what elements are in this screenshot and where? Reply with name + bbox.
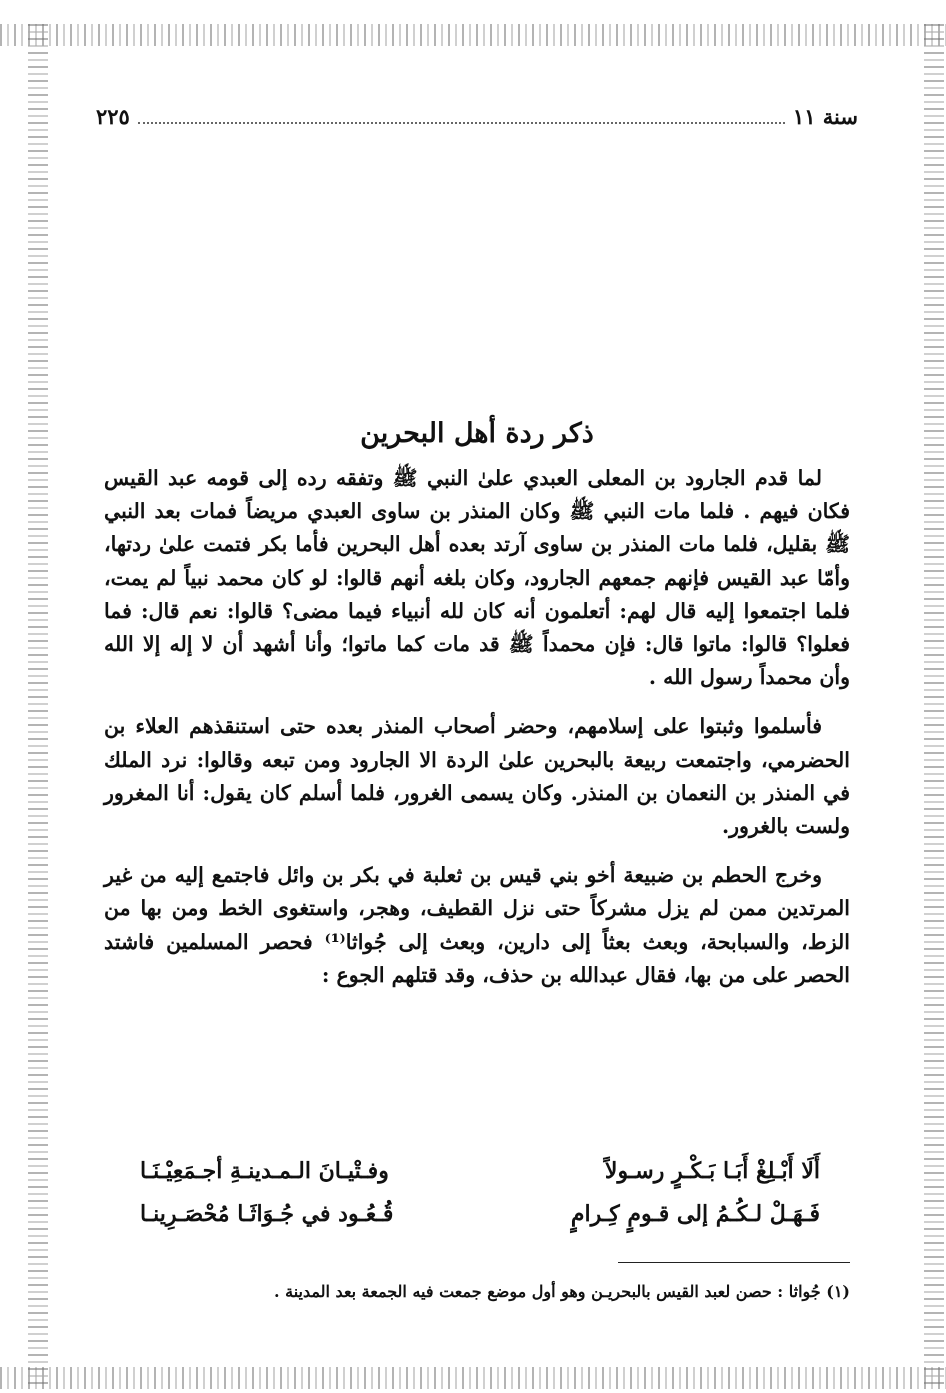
poem-verse xyxy=(140,1193,820,1236)
paragraph: لما قدم الجارود بن المعلى العبدي علىٰ النبي ﷺ وتفقه رده إلى قومه عبد القيس فكان فيهم . فلما مات النبي ﷺ وكان المنذر بن ساوى العبدي مريضاً فمات بعد النبي ﷺ بقليل، فلما مات المنذر بن ساوى آرتد بعده أهل البحرين فأما بكر فتمت علىٰ ردتها، وأمّا عبد القيس فإنهم جمعهم الجارود، وكان بلغه أنهم قالوا: لو كان محمد نبياً لم يمت، فلما اجتمعوا إليه قال لهم: أتعلمون أنه كان لله أنبياء فيما مضى؟ قالوا: نعم قال: فما فعلوا؟ قالوا: ماتوا قال: فإن محمداً ﷺ قد مات كما ماتوا؛ وأنا أشهد أن لا إله إلا الله وأن محمداً رسول الله . xyxy=(104,466,850,690)
footnote-separator xyxy=(618,1262,850,1263)
header-year: سنة ١١ xyxy=(792,104,858,129)
poem-hemistich-second: قُـعُـود في جُـوَاثَـا مُحْصَـرِينـا xyxy=(140,1201,394,1227)
page-border-bottom xyxy=(0,1367,946,1389)
paragraph: وخرج الحطم بن ضبيعة أخو بني قيس بن ثعلبة في بكر بن وائل فاجتمع إليه من غير المرتدين ممن لم يزل مشركاً حتى نزل القطيف، وهجر، واستغوى الخط ومن بها من الزط، والسبابحة، وبعث بعثاً إلى دارين، وبعث إلى جُواثا⁽¹⁾ فحصر المسلمين فاشتد الحصر على من بها، فقال عبدالله بن حذف، وقد قتلهم الجوع : xyxy=(104,863,850,987)
page-border-right xyxy=(924,24,944,1389)
page-border-left xyxy=(28,24,48,1389)
page-number: ٢٢٥ xyxy=(96,104,130,129)
footnote: (١) جُواثا : حصن لعبد القيس بالبحريـن وهو أول موضع جمعت فيه الجمعة بعد المدينة . xyxy=(274,1282,850,1301)
running-header xyxy=(96,104,858,134)
body-text xyxy=(104,462,850,1008)
header-leader-dots xyxy=(138,106,785,124)
poem-hemistich-second: وفـتْيـانَ الـمـدينـةِ أجـمَعِيْـنَـا xyxy=(140,1158,389,1184)
paragraph: فأسلموا وثبتوا على إسلامهم، وحضر أصحاب المنذر بعده حتى استنقذهم العلاء بن الحضرمي، واجتمعت ربيعة بالبحرين علىٰ الردة الا الجارود ومن تبعه وقالوا: نرد الملك في المنذر بن النعمان بن المنذر. وكان يسمى الغرور، فلما أسلم كان يقول: أنا المغرور ولست بالغرور. xyxy=(104,714,850,839)
poem-hemistich-first: أَلَا أَبْـلِغْ أَبَـا بَـكْـرٍ رسـولاً xyxy=(604,1158,820,1184)
poem xyxy=(140,1150,820,1236)
section-title: ذكر ردة أهل البحرين xyxy=(360,418,594,449)
poem-hemistich-first: فَـهَـلْ لـكُـمُ إلى قـومٍ كِـرامٍ xyxy=(570,1201,820,1227)
page-border-top xyxy=(0,24,946,46)
poem-verse xyxy=(140,1150,820,1193)
